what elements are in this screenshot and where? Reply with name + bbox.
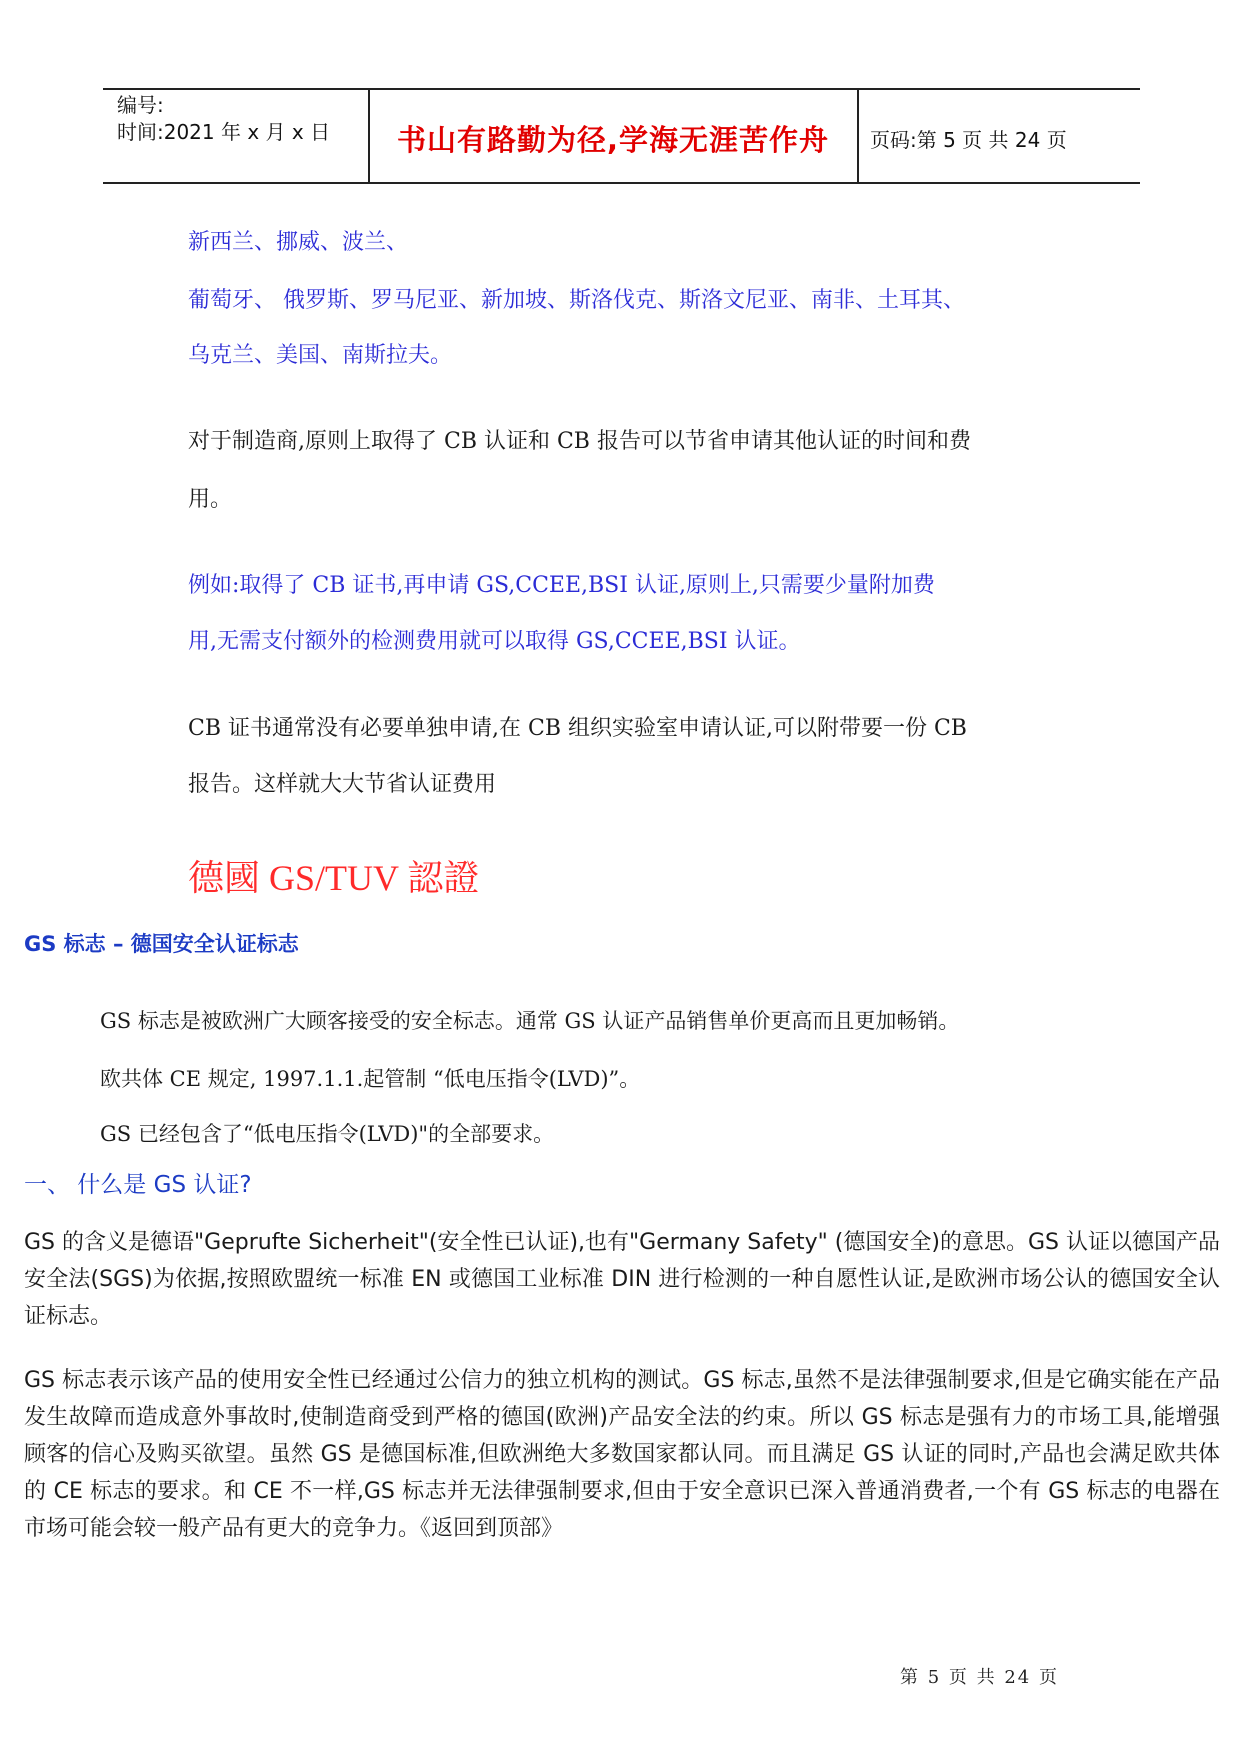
cb-note-line-2: 报告。这样就大大节省认证费用	[188, 772, 497, 797]
page-footer: 第 5 页 共 24 页	[900, 1667, 1059, 1688]
gs-definition-paragraph: GS 的含义是德语"Geprufte Sicherheit"(安全性已认证),也有"Germany Safety" (德国安全)的意思。GS 认证以德国产品安全法(SGS)为依据,按照欧盟统一标准 EN 或德国工业标准 DIN 进行检测的一种自愿性认证,是欧洲市场公认的德国安全认证标志。	[24, 1230, 1220, 1329]
serial-label: 编号:	[117, 93, 164, 117]
time-label: 时间:2021 年 x 月 x 日	[117, 120, 331, 144]
header-bottom-rule	[103, 182, 1140, 184]
gs-intro-line-1: GS 标志是被欧洲广大顾客接受的安全标志。通常 GS 认证产品销售单价更高而且更加畅销。	[100, 1009, 960, 1033]
header-top-rule	[103, 88, 1140, 90]
section-title: 德國 GS/TUV 認證	[188, 858, 480, 898]
cb-note-line-1: CB 证书通常没有必要单独申请,在 CB 组织实验室申请认证,可以附带要一份 CB	[188, 716, 967, 741]
header-meta	[117, 92, 330, 146]
manufacturer-line-2: 用。	[188, 487, 233, 512]
example-line-1: 例如:取得了 CB 证书,再申请 GS,CCEE,BSI 认证,原则上,只需要少量附加费	[188, 573, 935, 598]
countries-line-3: 乌克兰、美国、南斯拉夫。	[188, 343, 453, 368]
example-line-2: 用,无需支付额外的检测费用就可以取得 GS,CCEE,BSI 认证。	[188, 629, 801, 654]
header-page-number: 页码:第 5 页 共 24 页	[870, 128, 1067, 152]
gs-heading: GS 标志 – 德国安全认证标志	[24, 932, 299, 956]
header-motto: 书山有路勤为径,学海无涯苦作舟	[396, 123, 830, 157]
manufacturer-line-1: 对于制造商,原则上取得了 CB 认证和 CB 报告可以节省申请其他认证的时间和费	[188, 429, 971, 454]
countries-line-2: 葡萄牙、 俄罗斯、罗马尼亚、新加坡、斯洛伐克、斯洛文尼亚、南非、土耳其、	[188, 288, 965, 313]
gs-intro-line-3: GS 已经包含了“低电压指令(LVD)"的全部要求。	[100, 1122, 555, 1146]
countries-line-1: 新西兰、挪威、波兰、	[188, 230, 409, 255]
gs-mark-paragraph: GS 标志表示该产品的使用安全性已经通过公信力的独立机构的测试。GS 标志,虽然不是法律强制要求,但是它确实能在产品发生故障而造成意外事故时,使制造商受到严格的德国(欧洲)产品安全法的约束。所以 GS 标志是强有力的市场工具,能增强顾客的信心及购买欲望。虽然 GS 是德国标准,但欧洲绝大多数国家都认同。而且满足 GS 认证的同时,产品也会满足欧共体的 CE 标志的要求。和 CE 不一样,GS 标志并无法律强制要求,但由于安全意识已深入普通消费者,一个有 GS 标志的电器在市场可能会较一般产品有更大的竞争力。《返回到顶部》	[24, 1368, 1220, 1541]
gs-intro-line-2: 欧共体 CE 规定, 1997.1.1.起管制 “低电压指令(LVD)”。	[100, 1067, 641, 1091]
what-is-gs-heading: 一、 什么是 GS 认证?	[24, 1172, 252, 1198]
